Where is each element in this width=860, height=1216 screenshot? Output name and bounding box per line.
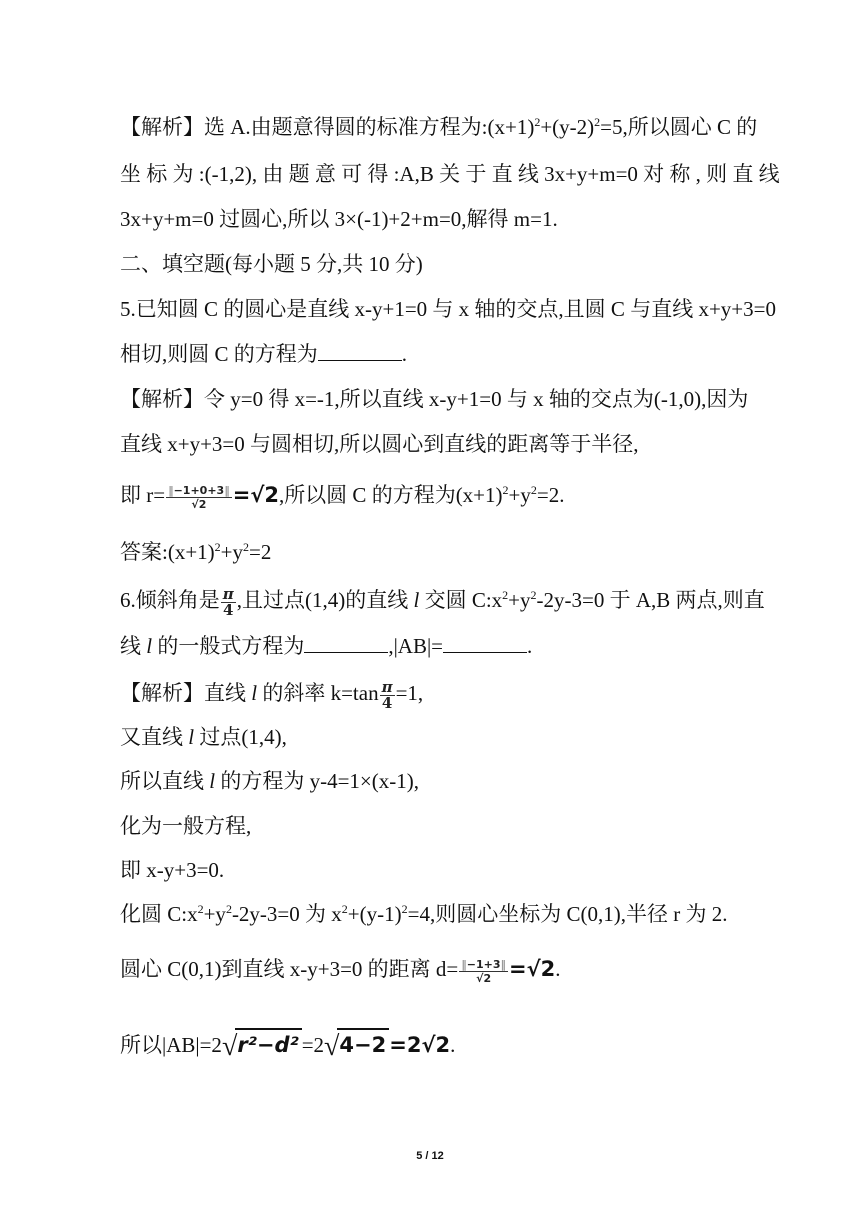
answer-blank-1 bbox=[304, 634, 388, 653]
distance-fraction: $\frac{‖-1+3‖}{√2}$ bbox=[461, 957, 507, 985]
q6-solution-line-3: 所以直线 l 的方程为 y-4=1×(x-1), bbox=[120, 769, 420, 793]
q4-solution-line-2: 坐 标 为 :(-1,2), 由 题 意 可 得 :A,B 关 于 直 线 3x+y+m=0 对 称 , 则 直 线 bbox=[120, 162, 780, 186]
distance-fraction: $\frac{‖-1+0+3‖}{√2}$ bbox=[168, 483, 230, 511]
q5-question-line-2: 相切,则圆 C 的方程为 . bbox=[120, 342, 408, 366]
q5-solution-line-2: 直线 x+y+3=0 与圆相切,所以圆心到直线的距离等于半径, bbox=[120, 432, 639, 456]
q6-question-line-1: 6.倾斜角是 $\frac{\pi}{4}$ ,且过点(1,4)的直线 l 交圆 $C:x^2+y^2-2y-3=0$ 于 A,B 两点,则直 bbox=[120, 584, 765, 619]
q6-solution-line-8: 所以|AB|=2√r²−d² =2√4−2 =2√2. bbox=[120, 1028, 740, 1062]
q4-solution-line-1: 【解析】选 A.由题意得圆的标准方程为$:(x+1)^2+(y-2)^2=5$,所以圆心 C 的 bbox=[120, 115, 758, 139]
radical-4-2: √4−2 bbox=[324, 1028, 389, 1062]
q6-solution-line-2: 又直线 l 过点(1,4), bbox=[120, 725, 287, 749]
q6-solution-line-6: 化圆 $C:x^2+y^2-2y-3=0$ 为 $x^2+(y-1)^2=4$,则圆心坐标为 C(0,1),半径 r 为 2. bbox=[120, 902, 728, 926]
answer-blank bbox=[318, 342, 402, 361]
q6-solution-line-1: 【解析】直线 l 的斜率 k=tan $\frac{\pi}{4}$ =1, bbox=[120, 677, 424, 712]
q5-solution-line-3: 即 r= $\frac{‖-1+0+3‖}{√2}$ =√2,所以圆 C 的方程为$(x+1)^2+y^2=2$. bbox=[120, 483, 565, 511]
radical-r2-d2: √r²−d² bbox=[222, 1028, 302, 1062]
q6-solution-line-7: 圆心 C(0,1)到直线 x-y+3=0 的距离 d= $\frac{‖-1+3‖}{√2}$ =√2. bbox=[120, 957, 561, 985]
q6-question-line-2: 线 l 的一般式方程为 ,|AB|= . bbox=[120, 634, 533, 658]
page-number: 5 / 12 bbox=[416, 1150, 444, 1162]
pi-over-4-fraction: $\frac{\pi}{4}$ bbox=[222, 584, 234, 619]
answer-blank-2 bbox=[443, 634, 527, 653]
q5-solution-line-1: 【解析】令 y=0 得 x=-1,所以直线 x-y+1=0 与 x 轴的交点为(-1,0),因为 bbox=[120, 387, 749, 411]
q5-answer: 答案$:(x+1)^2+y^2=2$ bbox=[120, 540, 272, 564]
q4-solution-line-3: 3x+y+m=0 过圆心,所以 3×(-1)+2+m=0,解得 m=1. bbox=[120, 207, 558, 231]
pi-over-4-fraction: $\frac{\pi}{4}$ bbox=[381, 677, 393, 712]
q5-question-line-1: 5.已知圆 C 的圆心是直线 x-y+1=0 与 x 轴的交点,且圆 C 与直线 x+y+3=0 bbox=[120, 297, 776, 321]
section-heading: 二、填空题(每小题 5 分,共 10 分) bbox=[120, 252, 423, 276]
q6-solution-line-5: 即 x-y+3=0. bbox=[120, 858, 225, 882]
q6-solution-line-4: 化为一般方程, bbox=[120, 814, 252, 838]
